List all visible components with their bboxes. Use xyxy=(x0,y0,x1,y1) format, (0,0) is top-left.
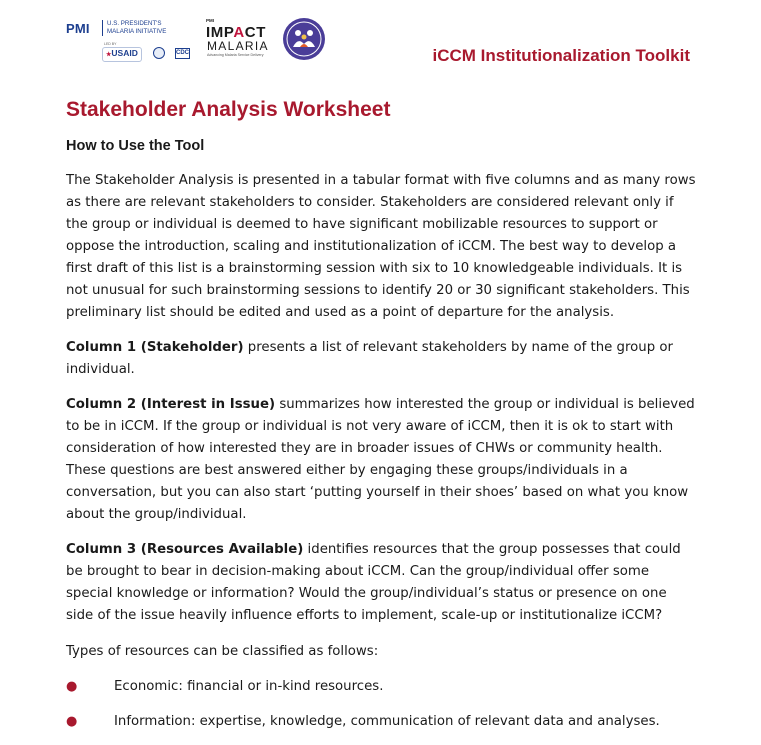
bullet-icon: ● xyxy=(66,679,78,694)
column-1-paragraph xyxy=(66,337,696,381)
column-2-paragraph xyxy=(66,394,696,526)
pmi-logo xyxy=(66,18,196,62)
resource-types-intro: Types of resources can be classified as follows: xyxy=(66,644,379,659)
page-header xyxy=(0,0,761,80)
pmi-full-name xyxy=(102,20,197,36)
cdc-logo: CDC xyxy=(175,48,190,59)
column-3-label: Column 3 (Resources Available) xyxy=(66,542,304,557)
pmi-line-2: MALARIA INITIATIVE xyxy=(107,28,167,35)
column-3-text: identifies resources that the group possesses that could be brought to bear in decision-making about iCCM. Can the group/individual offer some special knowledge or information? Would the group/individual’s status or presence on one side of the issue heavily influence efforts to implement, scale-up or institutionalize iCCM? xyxy=(66,542,681,623)
page-title: Stakeholder Analysis Worksheet xyxy=(66,98,391,121)
section-heading: How to Use the Tool xyxy=(66,138,205,154)
impact-pmi-label: PMI xyxy=(206,18,215,23)
impact-word-part-2: CT xyxy=(244,24,266,41)
list-item xyxy=(66,676,696,698)
malaria-wordmark: MALARIA xyxy=(207,39,269,53)
impact-word-accent: A xyxy=(233,24,245,41)
toolkit-title: iCCM Institutionalization Toolkit xyxy=(432,46,690,65)
list-item xyxy=(66,711,696,733)
impact-malaria-logo xyxy=(206,18,276,62)
impact-tagline: Advancing Malaria Service Delivery xyxy=(207,53,264,57)
document-body xyxy=(66,96,696,733)
chw-logo xyxy=(283,18,325,60)
pmi-abbr: PMI xyxy=(66,21,90,36)
impact-wordmark xyxy=(206,25,266,40)
led-by-label: LED BY xyxy=(104,42,117,46)
column-2-label: Column 2 (Interest in Issue) xyxy=(66,397,276,412)
usaid-star-icon: ★ xyxy=(106,52,112,58)
column-2-text: summarizes how interested the group or individual is believed to be in iCCM. If the group or individual is not very aware of iCCM, then it is ok to start with consideration of how interested they are in broader issues of CHWs or community health. These questions are best answered either by engaging these groups/individuals in a conversation, but you can also start ‘putting yourself in their shoes’ based on what you know about the group/individual. xyxy=(66,397,695,522)
impact-word-part-1: IMP xyxy=(206,24,234,41)
list-item-text: Economic: financial or in-kind resources. xyxy=(114,679,384,694)
intro-paragraph: The Stakeholder Analysis is presented in a tabular format with five columns and as many rows as there are relevant stakeholders to consider. Stakeholders are considered relevant only if the group or individual is deemed to have significant mobilizable resources to support or oppose the introduction, scaling and institutionalization of iCCM. The best way to develop a first draft of this list is a brainstorming session with six to 10 knowledgeable individuals. It is not unusual for such brainstorming sessions to identify 20 or 30 significant stakeholders. This preliminary list should be edited and used as a point of departure for the analysis. xyxy=(66,173,696,320)
column-1-label: Column 1 (Stakeholder) xyxy=(66,340,244,355)
usaid-logo xyxy=(102,47,142,62)
chw-people-icon xyxy=(283,18,325,60)
pmi-line-1: U.S. PRESIDENT'S xyxy=(107,20,162,27)
column-3-paragraph xyxy=(66,539,696,627)
usaid-text: USAID xyxy=(111,48,138,58)
resource-types-list xyxy=(66,676,696,733)
hhs-seal-icon xyxy=(153,47,165,59)
list-item-text: Information: expertise, knowledge, communication of relevant data and analyses. xyxy=(114,714,660,729)
bullet-icon: ● xyxy=(66,714,78,729)
column-1-text: presents a list of relevant stakeholders by name of the group or individual. xyxy=(66,340,673,377)
